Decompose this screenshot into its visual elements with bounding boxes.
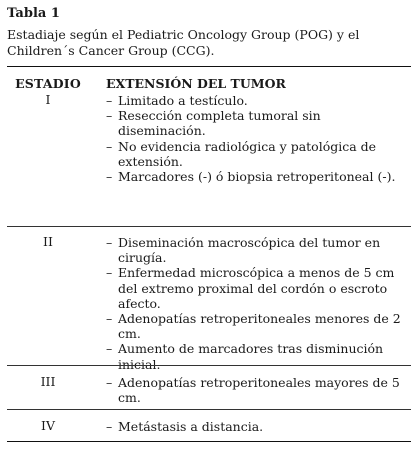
table-bottom-rule (7, 441, 411, 442)
table-title: Tabla 1 (7, 6, 60, 21)
header-extension: EXTENSIÓN DEL TUMOR (106, 76, 286, 91)
stage-label: I (45, 92, 51, 107)
stage-items (106, 375, 408, 405)
stage-items (106, 419, 408, 434)
row-divider (7, 226, 411, 227)
stage-items (106, 93, 408, 184)
table-top-rule (7, 66, 411, 67)
list-item: – Aumento de marcadores tras disminución inicial. (106, 341, 384, 372)
row-divider (7, 409, 411, 410)
list-item: – Diseminación macroscópica del tumor en cirugía. (106, 235, 381, 266)
stage-label: II (43, 234, 53, 249)
stage-label: IV (41, 418, 55, 433)
list-item: – Limitado a testículo. (106, 93, 248, 108)
list-item: – Metástasis a distancia. (106, 419, 264, 434)
header-stage: ESTADIO (15, 76, 81, 91)
list-item: – Adenopatías retroperitoneales mayores de 5 cm. (106, 375, 400, 406)
list-item: – Marcadores (-) ó biopsia retroperitoneal (-). (106, 169, 396, 185)
stage-items (106, 235, 408, 372)
list-item: – No evidencia radiológica y patológica de extensión. (106, 138, 377, 169)
list-item: – Resección completa tumoral sin diseminación. (106, 108, 321, 139)
table-caption: Estadiaje según el Pediatric Oncology Group (POG) y el Children´s Cancer Group (CCG). (7, 27, 360, 58)
list-item: – Adenopatías retroperitoneales menores de 2 cm. (106, 311, 401, 342)
row-divider (7, 365, 411, 366)
stage-label: III (40, 374, 56, 389)
list-item: – Enfermedad microscópica a menos de 5 cm del extremo proximal del cordón o escroto afecto. (106, 265, 395, 311)
